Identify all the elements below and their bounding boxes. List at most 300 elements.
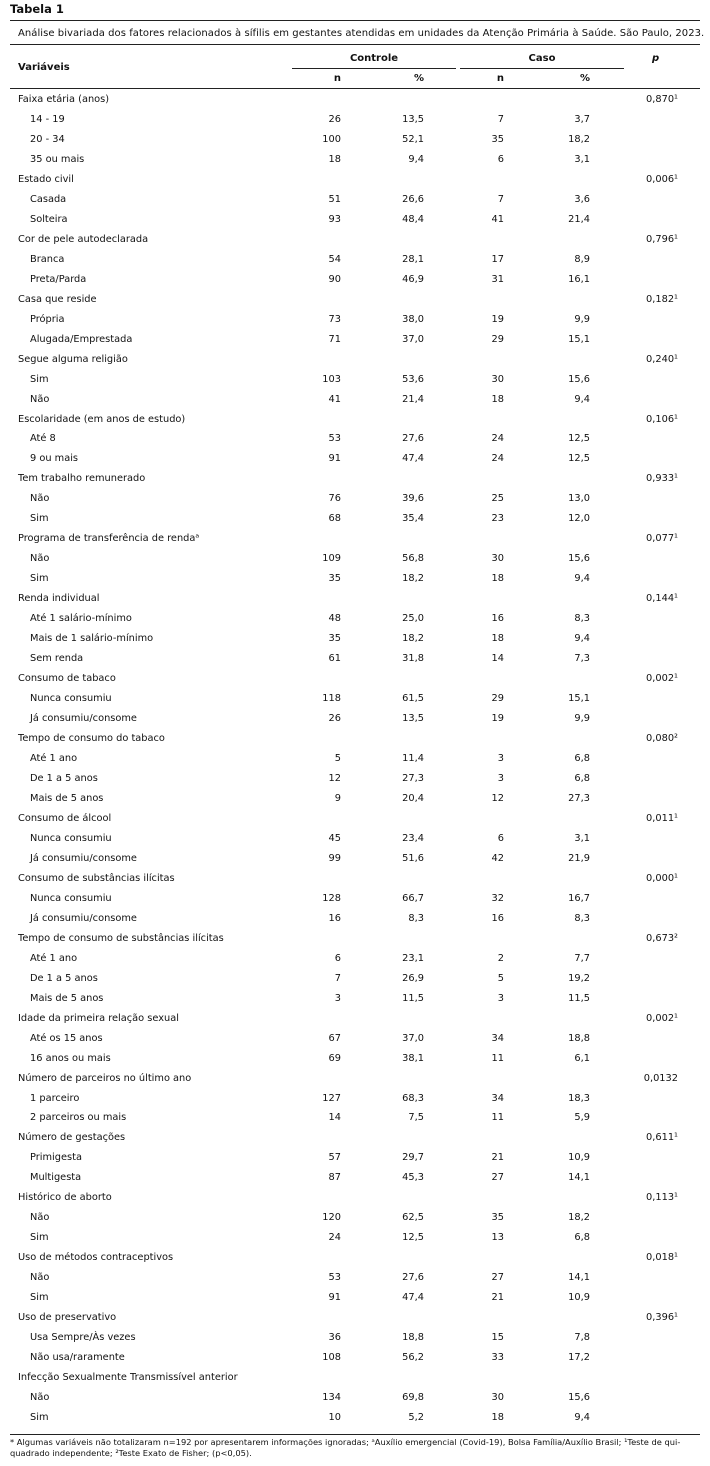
variable-label: Faixa etária (anos) [18, 94, 110, 105]
case-percent: 9,4 [574, 1412, 590, 1424]
group-row [0, 412, 710, 428]
variable-label: Renda individual [18, 593, 100, 605]
group-row [0, 1071, 710, 1087]
header-control-percent: % [413, 73, 424, 84]
category-label: Sim [30, 373, 49, 385]
p-value: 0,106¹ [646, 413, 678, 425]
control-n: 108 [322, 1352, 341, 1364]
control-percent: 27,6 [402, 433, 424, 445]
p-value: 0,000¹ [646, 872, 678, 884]
case-n: 32 [491, 892, 504, 904]
case-n: 35 [491, 1212, 504, 1224]
category-label: Nunca consumiu [30, 892, 112, 904]
case-percent: 15,6 [568, 1392, 590, 1404]
table-row [0, 431, 710, 447]
table-row [0, 1091, 710, 1107]
category-label: 2 parceiros ou mais [30, 1112, 127, 1124]
case-percent: 16,7 [568, 892, 590, 904]
control-n: 120 [322, 1212, 341, 1224]
control-percent: 38,0 [402, 313, 424, 325]
case-percent: 12,5 [568, 453, 590, 465]
control-n: 73 [328, 313, 341, 325]
group-row [0, 1011, 710, 1027]
control-percent: 47,4 [402, 453, 424, 465]
case-percent: 16,1 [568, 273, 590, 285]
case-n: 12 [491, 792, 504, 804]
table-row [0, 791, 710, 807]
control-n: 10 [328, 1412, 341, 1424]
case-n: 27 [491, 1172, 504, 1184]
table-row [0, 312, 710, 328]
header-p: p [652, 53, 660, 64]
case-n: 34 [491, 1032, 504, 1044]
variable-label: Uso de preservativo [18, 1312, 117, 1324]
category-label: Até 1 salário-mínimo [30, 613, 132, 625]
case-n: 2 [497, 952, 504, 964]
category-label: Já consumiu/consome [30, 912, 137, 924]
case-percent: 10,9 [568, 1292, 590, 1304]
control-percent: 18,2 [402, 633, 424, 645]
group-row [0, 352, 710, 368]
case-percent: 8,3 [574, 912, 590, 924]
p-value: 0,396¹ [646, 1312, 678, 1324]
case-n: 19 [491, 313, 504, 325]
case-n: 23 [491, 513, 504, 525]
control-percent: 29,7 [402, 1152, 424, 1164]
case-n: 31 [491, 273, 504, 285]
case-n: 30 [491, 553, 504, 565]
control-percent: 25,0 [402, 613, 424, 625]
table-row [0, 611, 710, 627]
table-row [0, 212, 710, 228]
variable-label: Segue alguma religião [18, 353, 128, 365]
case-percent: 8,9 [574, 253, 590, 265]
p-value: 0,077¹ [646, 533, 678, 545]
case-n: 3 [497, 753, 504, 764]
variable-label: Tem trabalho remunerado [18, 473, 146, 485]
category-label: Mais de 1 salário-mínimo [30, 633, 154, 645]
table-row [0, 1410, 710, 1426]
group-row [0, 292, 710, 308]
category-label: Não [30, 493, 50, 505]
case-n: 35 [491, 133, 504, 145]
table-row [0, 392, 710, 408]
control-percent: 26,9 [402, 972, 424, 984]
table-row [0, 711, 710, 727]
control-n: 35 [328, 573, 341, 585]
case-percent: 7,8 [574, 1332, 590, 1344]
table-row [0, 1210, 710, 1226]
variable-label: Estado civil [18, 173, 74, 185]
case-n: 29 [491, 333, 504, 345]
control-n: 127 [322, 1092, 341, 1104]
control-percent: 27,6 [402, 1272, 424, 1284]
control-n: 91 [328, 453, 341, 465]
table-row [0, 891, 710, 907]
variable-label: Consumo de álcool [18, 812, 112, 824]
case-n: 15 [491, 1332, 504, 1344]
control-n: 103 [322, 373, 341, 385]
group-row [0, 92, 710, 108]
p-value: 0,002¹ [646, 673, 678, 685]
table-row [0, 1290, 710, 1306]
table-footnote: * Algumas variáveis não totalizaram n=192 por apresentarem informações ignoradas; ᵃAuxílio emergencial (Covid-19), Bolsa Família/Auxílio Brasil; ¹Teste de qui-quadrado independente; ²Teste Exato de Fisher; (p<0,05). [10, 1437, 681, 1458]
case-n: 3 [497, 772, 504, 784]
control-percent: 35,4 [402, 513, 424, 525]
header-case-percent: % [579, 73, 590, 84]
case-percent: 18,8 [568, 1032, 590, 1044]
case-n: 11 [491, 1052, 504, 1064]
control-n: 14 [328, 1112, 341, 1124]
group-row [0, 671, 710, 687]
category-label: 16 anos ou mais [30, 1052, 111, 1064]
table-row [0, 951, 710, 967]
case-n: 18 [491, 1412, 504, 1424]
control-percent: 20,4 [402, 792, 424, 804]
case-n: 13 [491, 1232, 504, 1244]
control-percent: 61,5 [402, 693, 424, 705]
table-row [0, 1150, 710, 1166]
case-n: 18 [491, 573, 504, 585]
control-percent: 12,5 [402, 1232, 424, 1244]
case-percent: 15,6 [568, 373, 590, 385]
case-percent: 15,6 [568, 553, 590, 565]
header-variables: Variáveis [18, 62, 70, 73]
case-n: 42 [491, 852, 504, 864]
control-percent: 39,6 [402, 493, 424, 505]
control-percent: 23,1 [402, 952, 424, 964]
header-case-n: n [496, 73, 504, 84]
case-n: 6 [497, 153, 504, 165]
control-n: 69 [328, 1052, 341, 1064]
table-row [0, 571, 710, 587]
category-label: Sim [30, 1292, 49, 1304]
case-percent: 9,9 [574, 313, 590, 325]
case-n: 5 [497, 972, 504, 984]
p-value: 0,933¹ [646, 473, 678, 485]
control-n: 5 [334, 753, 341, 764]
p-value: 0,0132 [643, 1072, 678, 1084]
case-percent: 9,4 [574, 393, 590, 405]
variable-label: Idade da primeira relação sexual [18, 1012, 179, 1024]
category-label: Usa Sempre/Às vezes [30, 1332, 136, 1344]
control-percent: 38,1 [402, 1052, 424, 1064]
control-percent: 69,8 [402, 1392, 424, 1404]
category-label: Não [30, 1212, 50, 1224]
table-row [0, 1330, 710, 1346]
case-n: 29 [491, 693, 504, 705]
table-row [0, 551, 710, 567]
case-n: 21 [491, 1292, 504, 1304]
variable-label: Casa que reside [18, 293, 97, 305]
category-label: Até 1 ano [30, 952, 78, 964]
control-percent: 11,4 [402, 753, 424, 764]
control-n: 6 [334, 952, 341, 964]
control-percent: 28,1 [402, 253, 424, 265]
control-n: 3 [334, 992, 341, 1004]
control-percent: 21,4 [402, 393, 424, 405]
case-percent: 6,8 [574, 753, 590, 764]
control-percent: 18,2 [402, 573, 424, 585]
variable-label: Tempo de consumo de substâncias ilícitas [18, 932, 224, 944]
category-label: Alugada/Emprestada [30, 333, 133, 345]
case-n: 25 [491, 493, 504, 505]
p-value: 0,113¹ [646, 1192, 678, 1204]
variable-label: Número de gestações [18, 1132, 126, 1144]
control-n: 36 [328, 1332, 341, 1344]
table-row [0, 771, 710, 787]
control-percent: 26,6 [402, 193, 424, 205]
control-n: 134 [322, 1392, 341, 1404]
header-control: Controle [349, 53, 399, 64]
variable-label: Programa de transferência de rendaᵃ [18, 533, 200, 545]
case-percent: 9,4 [574, 573, 590, 585]
table-row [0, 1390, 710, 1406]
p-value: 0,870¹ [646, 94, 678, 105]
control-percent: 46,9 [402, 273, 424, 285]
control-percent: 62,5 [402, 1212, 424, 1224]
table-row [0, 332, 710, 348]
variable-label: Cor de pele autodeclarada [18, 233, 149, 245]
control-percent: 31,8 [402, 653, 424, 665]
table-row [0, 132, 710, 148]
category-label: Nunca consumiu [30, 832, 112, 844]
case-n: 18 [491, 633, 504, 645]
group-row [0, 1370, 710, 1386]
caption-rule [10, 44, 700, 45]
control-subrule [292, 68, 456, 69]
case-percent: 14,1 [568, 1172, 590, 1184]
control-n: 12 [328, 772, 341, 784]
control-percent: 56,2 [402, 1352, 424, 1364]
table-row [0, 751, 710, 767]
category-label: 1 parceiro [30, 1092, 80, 1104]
table-row [0, 112, 710, 128]
category-label: Até 1 ano [30, 753, 78, 764]
table-row [0, 152, 710, 168]
control-n: 35 [328, 633, 341, 645]
control-percent: 48,4 [402, 213, 424, 225]
case-percent: 3,1 [574, 832, 590, 844]
control-n: 7 [334, 972, 341, 984]
variable-label: Número de parceiros no último ano [18, 1072, 192, 1084]
case-n: 16 [491, 613, 504, 625]
category-label: Branca [30, 253, 65, 265]
case-percent: 17,2 [568, 1352, 590, 1364]
control-n: 53 [328, 433, 341, 445]
category-label: 20 - 34 [30, 133, 65, 145]
p-value: 0,796¹ [646, 233, 678, 245]
control-n: 26 [328, 713, 341, 725]
control-n: 91 [328, 1292, 341, 1304]
variable-label: Infecção Sexualmente Transmissível anterior [18, 1372, 238, 1384]
table-row [0, 911, 710, 927]
case-percent: 9,9 [574, 713, 590, 725]
case-subrule [460, 68, 624, 69]
p-value: 0,182¹ [646, 293, 678, 305]
category-label: Até os 15 anos [30, 1032, 103, 1044]
category-label: Já consumiu/consome [30, 713, 137, 725]
case-n: 6 [497, 832, 504, 844]
case-percent: 21,4 [568, 213, 590, 225]
case-percent: 13,0 [568, 493, 590, 505]
variable-label: Tempo de consumo do tabaco [18, 733, 165, 745]
group-row [0, 871, 710, 887]
table-row [0, 991, 710, 1007]
control-percent: 11,5 [402, 992, 424, 1004]
case-percent: 21,9 [568, 852, 590, 864]
case-n: 24 [491, 433, 504, 445]
control-n: 87 [328, 1172, 341, 1184]
bottom-rule [10, 1434, 700, 1435]
case-percent: 6,1 [574, 1052, 590, 1064]
control-percent: 51,6 [402, 852, 424, 864]
case-n: 3 [497, 992, 504, 1004]
variable-label: Histórico de aborto [18, 1192, 112, 1204]
category-label: Não [30, 553, 50, 565]
category-label: Casada [30, 193, 67, 205]
control-n: 51 [328, 193, 341, 205]
case-percent: 14,1 [568, 1272, 590, 1284]
category-label: Sim [30, 573, 49, 585]
case-percent: 3,6 [574, 193, 590, 205]
category-label: Própria [30, 313, 65, 325]
control-n: 57 [328, 1152, 341, 1164]
p-value: 0,611¹ [646, 1132, 678, 1144]
category-label: Já consumiu/consome [30, 852, 137, 864]
control-n: 16 [328, 912, 341, 924]
case-percent: 5,9 [574, 1112, 590, 1124]
case-n: 21 [491, 1152, 504, 1164]
case-n: 34 [491, 1092, 504, 1104]
group-row [0, 1310, 710, 1326]
case-percent: 6,8 [574, 772, 590, 784]
control-n: 41 [328, 393, 341, 405]
control-n: 54 [328, 253, 341, 265]
control-n: 26 [328, 113, 341, 125]
case-n: 16 [491, 912, 504, 924]
case-n: 24 [491, 453, 504, 465]
control-n: 128 [322, 892, 341, 904]
group-row [0, 172, 710, 188]
case-percent: 15,1 [568, 693, 590, 705]
control-percent: 66,7 [402, 892, 424, 904]
case-n: 7 [497, 113, 504, 125]
category-label: Não [30, 393, 50, 405]
group-row [0, 531, 710, 547]
table-caption: Análise bivariada dos fatores relacionados à sífilis em gestantes atendidas em unidades da Atenção Primária à Saúde. São Paulo, 2023. [18, 28, 705, 39]
variable-label: Uso de métodos contraceptivos [18, 1252, 174, 1264]
case-percent: 8,3 [574, 613, 590, 625]
top-rule [10, 20, 700, 21]
case-n: 30 [491, 1392, 504, 1404]
table-row [0, 1270, 710, 1286]
case-percent: 10,9 [568, 1152, 590, 1164]
case-n: 33 [491, 1352, 504, 1364]
case-percent: 7,7 [574, 952, 590, 964]
category-label: Sem renda [30, 653, 84, 665]
category-label: Mais de 5 anos [30, 992, 104, 1004]
case-percent: 18,3 [568, 1092, 590, 1104]
p-value: 0,011¹ [646, 812, 678, 824]
table-row [0, 651, 710, 667]
p-value: 0,144¹ [646, 593, 678, 605]
control-percent: 27,3 [402, 772, 424, 784]
group-row [0, 471, 710, 487]
control-n: 100 [322, 133, 341, 145]
p-value: 0,673² [646, 932, 678, 944]
category-label: Sim [30, 1412, 49, 1424]
control-percent: 37,0 [402, 333, 424, 345]
case-n: 41 [491, 213, 504, 225]
category-label: Mais de 5 anos [30, 792, 104, 804]
control-percent: 13,5 [402, 713, 424, 725]
p-value: 0,080² [646, 733, 678, 745]
control-n: 68 [328, 513, 341, 525]
control-percent: 37,0 [402, 1032, 424, 1044]
case-percent: 11,5 [568, 992, 590, 1004]
case-n: 27 [491, 1272, 504, 1284]
case-n: 7 [497, 193, 504, 205]
case-percent: 3,1 [574, 153, 590, 165]
control-n: 53 [328, 1272, 341, 1284]
control-percent: 68,3 [402, 1092, 424, 1104]
control-n: 61 [328, 653, 341, 665]
table-row [0, 372, 710, 388]
case-percent: 12,5 [568, 433, 590, 445]
table-row [0, 1230, 710, 1246]
group-row [0, 1190, 710, 1206]
category-label: Sim [30, 513, 49, 525]
control-n: 9 [334, 792, 341, 804]
table-label: Tabela 1 [10, 2, 64, 16]
table-row [0, 1350, 710, 1366]
table-row [0, 1170, 710, 1186]
control-percent: 8,3 [408, 912, 424, 924]
control-percent: 9,4 [408, 153, 424, 165]
category-label: Não [30, 1392, 50, 1404]
group-row [0, 931, 710, 947]
category-label: Primigesta [30, 1152, 82, 1164]
category-label: Preta/Parda [30, 273, 87, 285]
table-row [0, 192, 710, 208]
case-n: 19 [491, 713, 504, 725]
table-row [0, 691, 710, 707]
control-n: 18 [328, 153, 341, 165]
category-label: Não [30, 1272, 50, 1284]
category-label: Solteira [30, 213, 68, 225]
table-row [0, 511, 710, 527]
control-n: 71 [328, 333, 341, 345]
table-row [0, 851, 710, 867]
group-row [0, 1130, 710, 1146]
control-n: 48 [328, 613, 341, 625]
variable-label: Escolaridade (em anos de estudo) [18, 413, 186, 425]
category-label: Até 8 [30, 433, 56, 445]
case-percent: 9,4 [574, 633, 590, 645]
case-n: 17 [491, 253, 504, 265]
header-rule [10, 88, 700, 89]
control-percent: 52,1 [402, 133, 424, 145]
category-label: Não usa/raramente [30, 1352, 125, 1364]
case-percent: 15,1 [568, 333, 590, 345]
table-row [0, 272, 710, 288]
p-value: 0,240¹ [646, 353, 678, 365]
category-label: 14 - 19 [30, 113, 65, 125]
case-n: 14 [491, 653, 504, 665]
case-n: 11 [491, 1112, 504, 1124]
case-percent: 7,3 [574, 653, 590, 665]
